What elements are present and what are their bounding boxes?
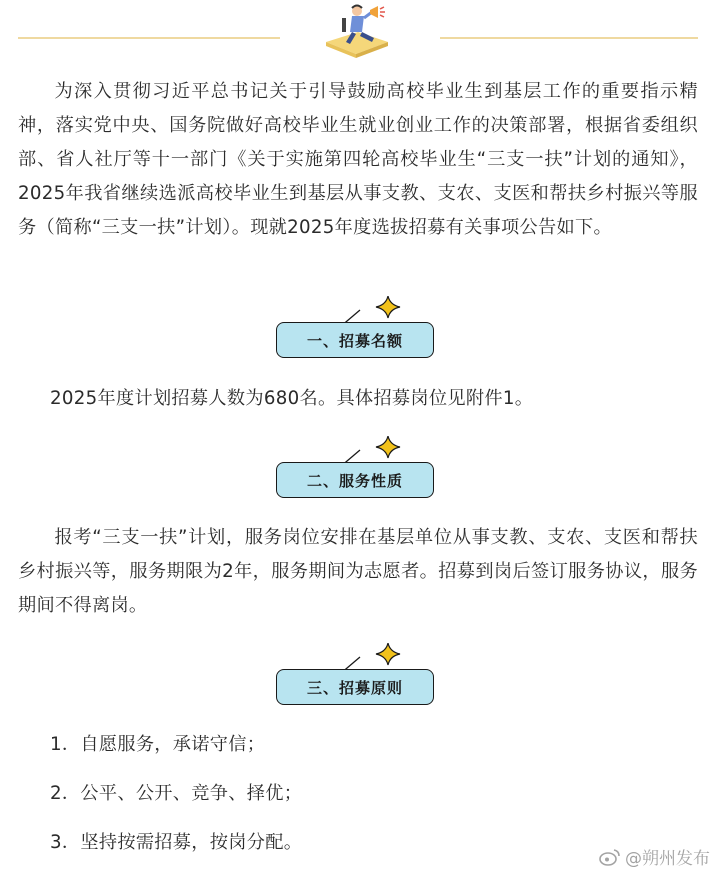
section-title: 一、招募名额 [276, 322, 434, 358]
weibo-logo-icon [599, 848, 621, 866]
section-heading-nature [276, 436, 434, 498]
section-body-quota: 2025年度计划招募人数为680名。具体招募岗位见附件1。 [50, 388, 534, 409]
section-title: 二、服务性质 [276, 462, 434, 498]
watermark [599, 844, 710, 869]
section-body-nature: 报考“三支一扶”计划，服务岗位安排在基层单位从事支教、支农、支医和帮扶乡村振兴等，服务期限为2年，服务期间为志愿者。招募到岗后签订服务协议，服务期间不得离岗。 [18, 527, 698, 616]
list-item: 3．坚持按需招募，按岗分配。 [50, 832, 303, 853]
section-title: 三、招募原则 [276, 669, 434, 705]
watermark-text: @朔州发布 [625, 849, 710, 869]
list-item: 1．自愿服务，承诺守信； [50, 734, 266, 755]
person-with-megaphone-icon [322, 2, 392, 58]
section-heading-quota [276, 296, 434, 358]
header-divider-left [18, 37, 280, 39]
list-item: 2．公平、公开、竞争、择优； [50, 783, 303, 804]
header-divider-right [440, 37, 698, 39]
intro-paragraph: 为深入贯彻习近平总书记关于引导鼓励高校毕业生到基层工作的重要指示精神，落实党中央、国务院做好高校毕业生就业创业工作的决策部署，根据省委组织部、省人社厅等十一部门《关于实施第四轮高校毕业生“三支一扶”计划的通知》，2025年我省继续选派高校毕业生到基层从事支教、支农、支医和帮扶乡村振兴等服务（简称“三支一扶”计划）。现就2025年度选拔招募有关事项公告如下。 [18, 81, 698, 238]
section-heading-principles [276, 643, 434, 705]
